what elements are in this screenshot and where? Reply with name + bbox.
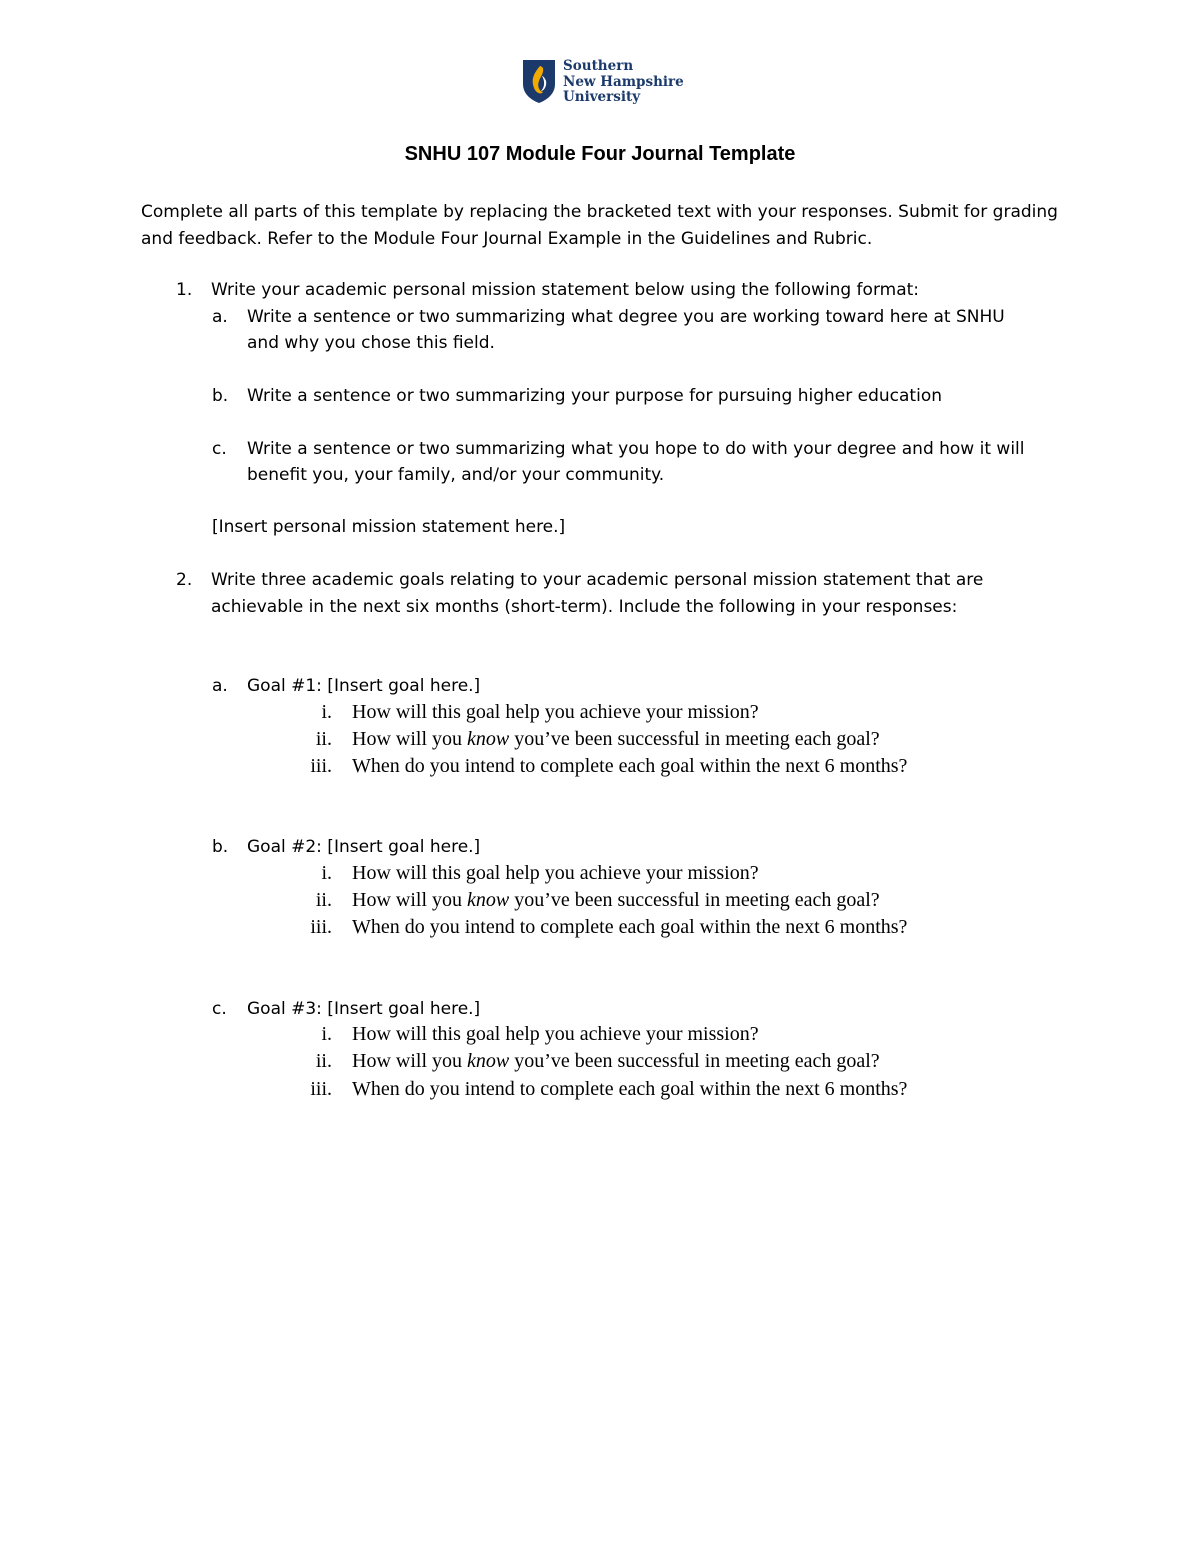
- logo-wordmark: [563, 59, 684, 106]
- goal-marker: c.: [212, 999, 227, 1019]
- page-title: SNHU 107 Module Four Journal Template: [404, 143, 796, 165]
- question-text: How will you know you’ve been successful in meeting each goal?: [352, 1050, 880, 1072]
- section-2-text-continued: achievable in the next six months (short-term). Include the following in your responses:: [211, 597, 958, 617]
- section-1-number: 1.: [176, 280, 193, 300]
- goal-marker: b.: [212, 837, 229, 857]
- question-marker: ii.: [315, 1050, 332, 1072]
- mission-statement-placeholder[interactable]: [Insert personal mission statement here.]: [212, 517, 566, 537]
- question-text: How will you know you’ve been successful in meeting each goal?: [352, 889, 880, 911]
- item-text: Write a sentence or two summarizing what degree you are working toward here at SNHU: [247, 307, 1005, 327]
- shield-flame-icon: [521, 58, 557, 104]
- section-2-text: Write three academic goals relating to your academic personal mission statement that are: [211, 570, 984, 590]
- question-marker: i.: [321, 701, 332, 723]
- university-logo: [521, 58, 684, 106]
- question-marker: i.: [321, 1023, 332, 1045]
- item-marker: b.: [212, 386, 229, 406]
- question-marker: iii.: [310, 755, 332, 777]
- item-marker: c.: [212, 439, 227, 459]
- section-1-text: Write your academic personal mission statement below using the following format:: [211, 280, 920, 300]
- question-marker: ii.: [315, 889, 332, 911]
- item-text: Write a sentence or two summarizing your purpose for pursuing higher education: [247, 386, 942, 406]
- question-marker: i.: [321, 862, 332, 884]
- question-text: How will you know you’ve been successful in meeting each goal?: [352, 728, 880, 750]
- intro-paragraph: Complete all parts of this template by replacing the bracketed text with your responses. Submit for grading and feedback. Refer to the Module Four Journal Example in the Guidelines and Rubric.: [141, 202, 1058, 249]
- question-marker: ii.: [315, 728, 332, 750]
- logo-line-2: New Hampshire: [563, 73, 684, 90]
- goal-placeholder[interactable]: Goal #3: [Insert goal here.]: [247, 999, 481, 1019]
- item-marker: a.: [212, 307, 228, 327]
- item-text: Write a sentence or two summarizing what you hope to do with your degree and how it will: [247, 439, 1025, 459]
- question-text: When do you intend to complete each goal within the next 6 months?: [352, 916, 908, 938]
- question-text: When do you intend to complete each goal within the next 6 months?: [352, 755, 908, 777]
- question-text: When do you intend to complete each goal within the next 6 months?: [352, 1078, 908, 1100]
- logo-line-3: University: [563, 89, 641, 105]
- logo-line-1: Southern: [563, 58, 634, 74]
- question-text: How will this goal help you achieve your mission?: [352, 1023, 759, 1045]
- goal-placeholder[interactable]: Goal #2: [Insert goal here.]: [247, 837, 481, 857]
- question-text: How will this goal help you achieve your mission?: [352, 862, 759, 884]
- section-2-number: 2.: [176, 570, 193, 590]
- item-text-continued: and why you chose this field.: [247, 333, 495, 353]
- item-text-continued: benefit you, your family, and/or your community.: [247, 465, 665, 485]
- goal-placeholder[interactable]: Goal #1: [Insert goal here.]: [247, 676, 481, 696]
- goal-marker: a.: [212, 676, 228, 696]
- question-marker: iii.: [310, 916, 332, 938]
- question-marker: iii.: [310, 1078, 332, 1100]
- question-text: How will this goal help you achieve your mission?: [352, 701, 759, 723]
